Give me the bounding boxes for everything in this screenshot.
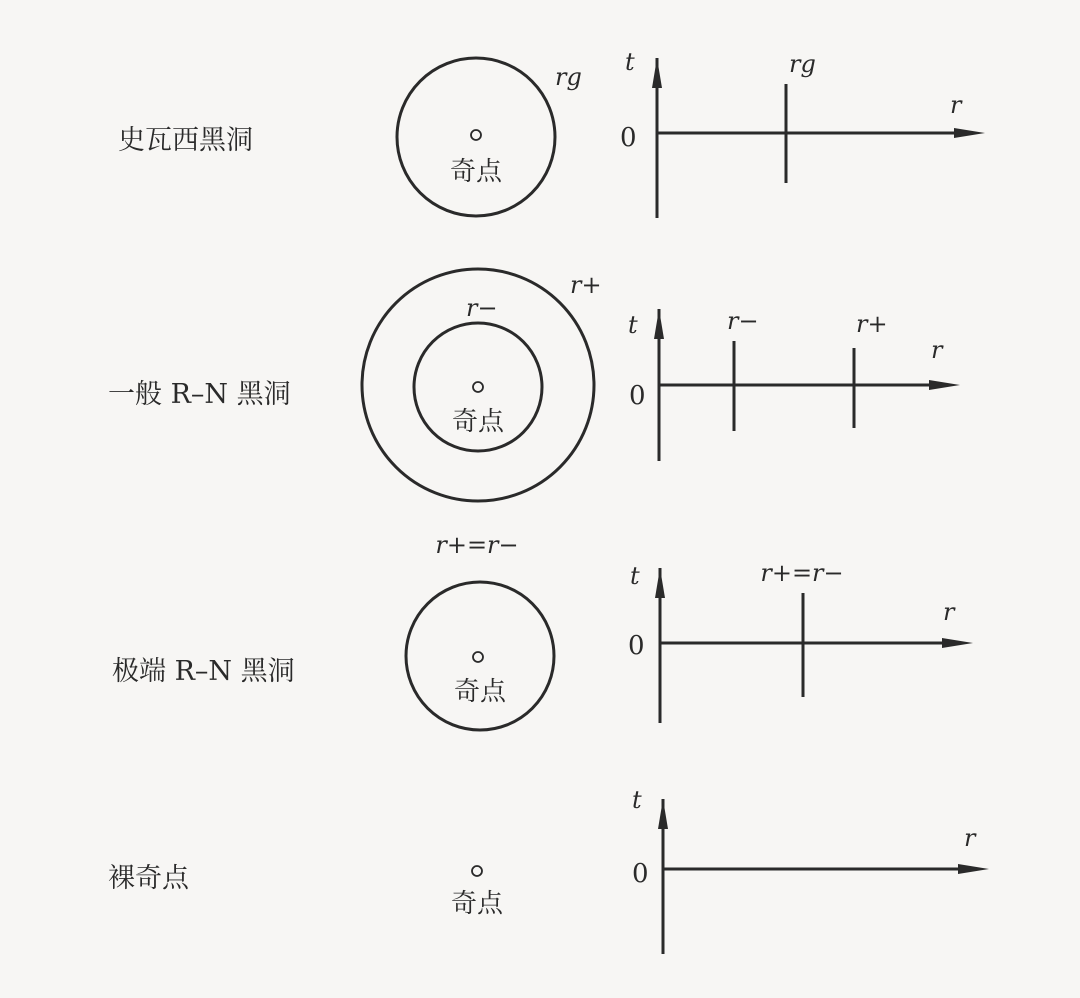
t-axis-arrowhead <box>658 799 668 829</box>
r-axis-arrowhead <box>929 380 960 390</box>
row-extreme-rn <box>112 531 973 730</box>
t-axis-label: t <box>632 786 642 814</box>
singularity-label: 奇点 <box>449 157 503 187</box>
t-axis-label: t <box>625 48 635 76</box>
t-axis-arrowhead <box>654 309 664 339</box>
t-axis-label: t <box>628 311 638 339</box>
row-general-rn <box>108 269 960 501</box>
row-title: 史瓦西黑洞 <box>118 125 253 156</box>
r-axis-arrowhead <box>958 864 989 874</box>
singularity-dot <box>471 130 481 140</box>
origin-zero: 0 <box>628 631 645 661</box>
r-axis-label: r <box>943 598 955 626</box>
r-plus-mark-label: r+ <box>856 310 888 338</box>
singularity-dot <box>473 382 483 392</box>
extreme-horizon-mark-label: r+=r− <box>760 559 844 587</box>
singularity-dot <box>472 866 482 876</box>
horizon-circle <box>397 58 555 216</box>
horizon-label: r+=r− <box>435 531 519 559</box>
r-axis-arrowhead <box>954 128 985 138</box>
origin-zero: 0 <box>629 381 646 411</box>
row-title: 一般 R–N 黑洞 <box>108 379 291 410</box>
origin-zero: 0 <box>620 123 637 153</box>
singularity-dot <box>473 652 483 662</box>
r-minus-mark-label: r− <box>727 307 759 335</box>
r-axis-label: r <box>931 336 943 364</box>
horizon-label-rg: rg <box>555 63 582 91</box>
r-axis-label: r <box>964 824 976 852</box>
row-title: 极端 R–N 黑洞 <box>112 656 295 687</box>
r-axis-label: r <box>950 91 962 119</box>
inner-horizon-label: r− <box>466 294 498 322</box>
outer-horizon-label: r+ <box>570 271 602 299</box>
row-schwarzschild <box>118 48 985 218</box>
r-axis-arrowhead <box>942 638 973 648</box>
singularity-label: 奇点 <box>453 677 507 707</box>
singularity-label: 奇点 <box>451 407 505 437</box>
row-naked-singularity <box>108 786 989 954</box>
t-axis-arrowhead <box>655 568 665 598</box>
origin-zero: 0 <box>632 859 649 889</box>
horizon-circle <box>406 582 554 730</box>
row-title: 裸奇点 <box>108 863 189 894</box>
rg-mark-label: rg <box>789 50 816 78</box>
singularity-label: 奇点 <box>450 889 504 919</box>
t-axis-label: t <box>630 562 640 590</box>
t-axis-arrowhead <box>652 58 662 88</box>
